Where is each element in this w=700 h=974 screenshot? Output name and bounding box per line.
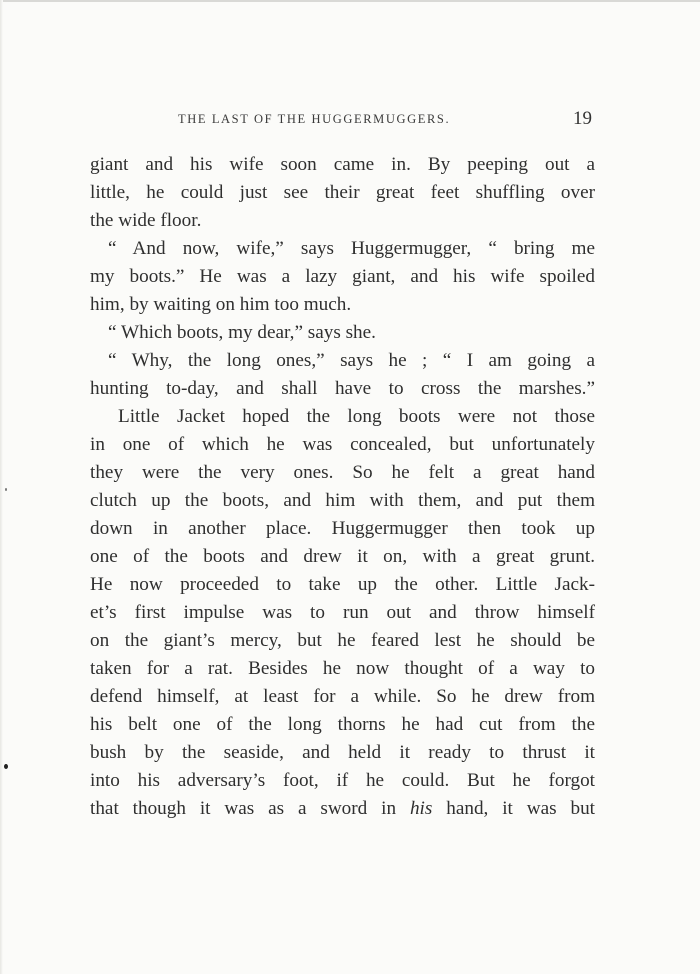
text-line-last (90, 795, 595, 823)
text-line: the wide floor. (90, 210, 202, 231)
text-line: hunting to-day, and shall have to cross the marshes.” (90, 378, 595, 399)
text-line: him, by waiting on him too much. (90, 294, 352, 315)
page-header (90, 108, 598, 132)
text-line: “ Why, the long ones,” says he ; “ I am going a (108, 350, 595, 371)
text-line: clutch up the boots, and him with them, and put them (90, 490, 595, 511)
text-line: my boots.” He was a lazy giant, and his wife spoiled (90, 266, 595, 287)
text-line: they were the very ones. So he felt a great hand (90, 462, 595, 483)
text-line: in one of which he was concealed, but unfortunately (90, 434, 595, 455)
text-segment: that though it was as a sword in (90, 798, 410, 819)
text-line: taken for a rat. Besides he now thought of a way to (90, 658, 595, 679)
text-line: defend himself, at least for a while. So he drew from (90, 686, 595, 707)
body-text (90, 151, 595, 823)
text-segment: hand, it was but (432, 798, 595, 819)
text-line: on the giant’s mercy, but he feared lest he should be (90, 630, 595, 651)
text-line: bush by the seaside, and held it ready to thrust it (90, 742, 595, 763)
text-line: into his adversary’s foot, if he could. But he forgot (90, 770, 595, 791)
text-line: Little Jacket hoped the long boots were not those (118, 406, 595, 427)
running-head: THE LAST OF THE HUGGERMUGGERS. (178, 112, 451, 126)
page-top-edge (0, 0, 700, 2)
ink-speck (5, 488, 7, 491)
text-line: giant and his wife soon came in. By peeping out a (90, 154, 595, 175)
ink-speck (4, 764, 8, 769)
text-line: et’s first impulse was to run out and throw himself (90, 602, 595, 623)
text-line: He now proceeded to take up the other. Little Jack- (90, 574, 595, 595)
text-line: one of the boots and drew it on, with a great grunt. (90, 546, 595, 567)
emphasized-word: his (409, 798, 433, 819)
page-binding-edge (0, 0, 3, 974)
text-line: down in another place. Huggermugger then took up (90, 518, 595, 539)
text-line: his belt one of the long thorns he had cut from the (90, 714, 595, 735)
text-line: “ Which boots, my dear,” says she. (108, 322, 376, 343)
text-line: “ And now, wife,” says Huggermugger, “ bring me (108, 238, 595, 259)
text-line: little, he could just see their great feet shuffling over (90, 182, 595, 203)
page-number: 19 (573, 108, 592, 129)
